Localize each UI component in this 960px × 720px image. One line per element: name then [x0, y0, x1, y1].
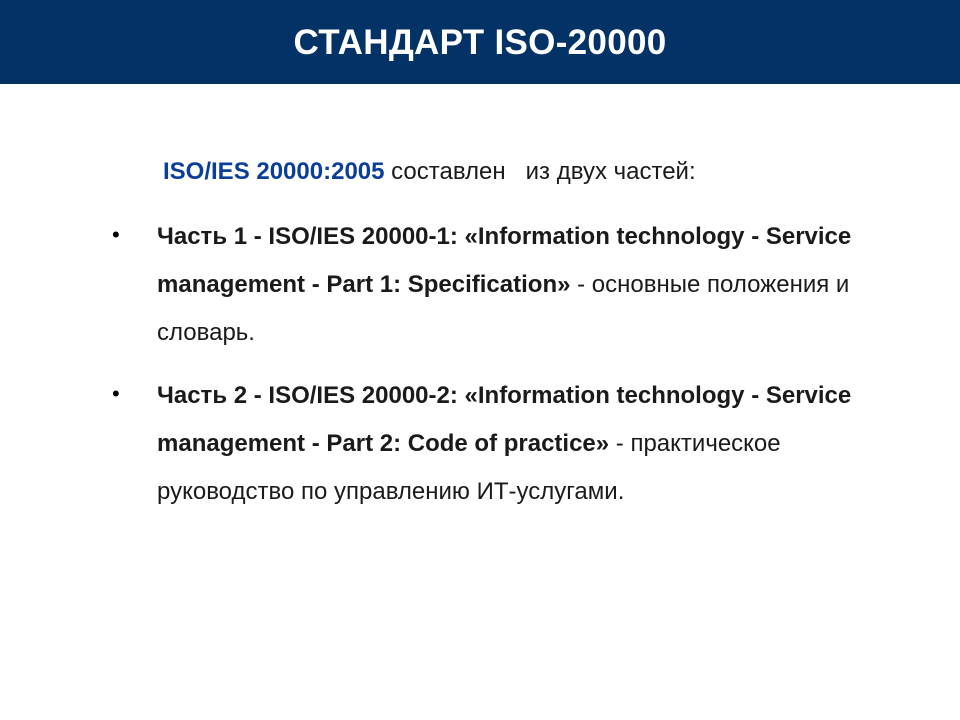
- part-1-description: - основные положения и словарь.: [157, 271, 850, 346]
- intro-line: [163, 155, 696, 189]
- list-item-part-1: [112, 213, 857, 357]
- part-2-title: Часть 2 - ISO/IES 20000-2: «Information technology - Service management - Part 2: Code of practice»: [157, 382, 852, 457]
- slide-title: СТАНДАРТ ISO-20000: [293, 23, 667, 62]
- title-bar: [0, 0, 960, 84]
- bullet-icon: •: [112, 222, 120, 247]
- bullet-icon: •: [112, 381, 120, 406]
- part-2-description: - практическое руководство по управлению ИТ-услугами.: [157, 430, 781, 505]
- list-item-part-2: [112, 372, 857, 516]
- intro-text: составлен из двух частей:: [384, 158, 696, 185]
- standard-name: ISO/IES 20000:2005: [163, 158, 385, 185]
- part-1-title: Часть 1 - ISO/IES 20000-1: «Information technology - Service management - Part 1: Specification»: [157, 223, 852, 298]
